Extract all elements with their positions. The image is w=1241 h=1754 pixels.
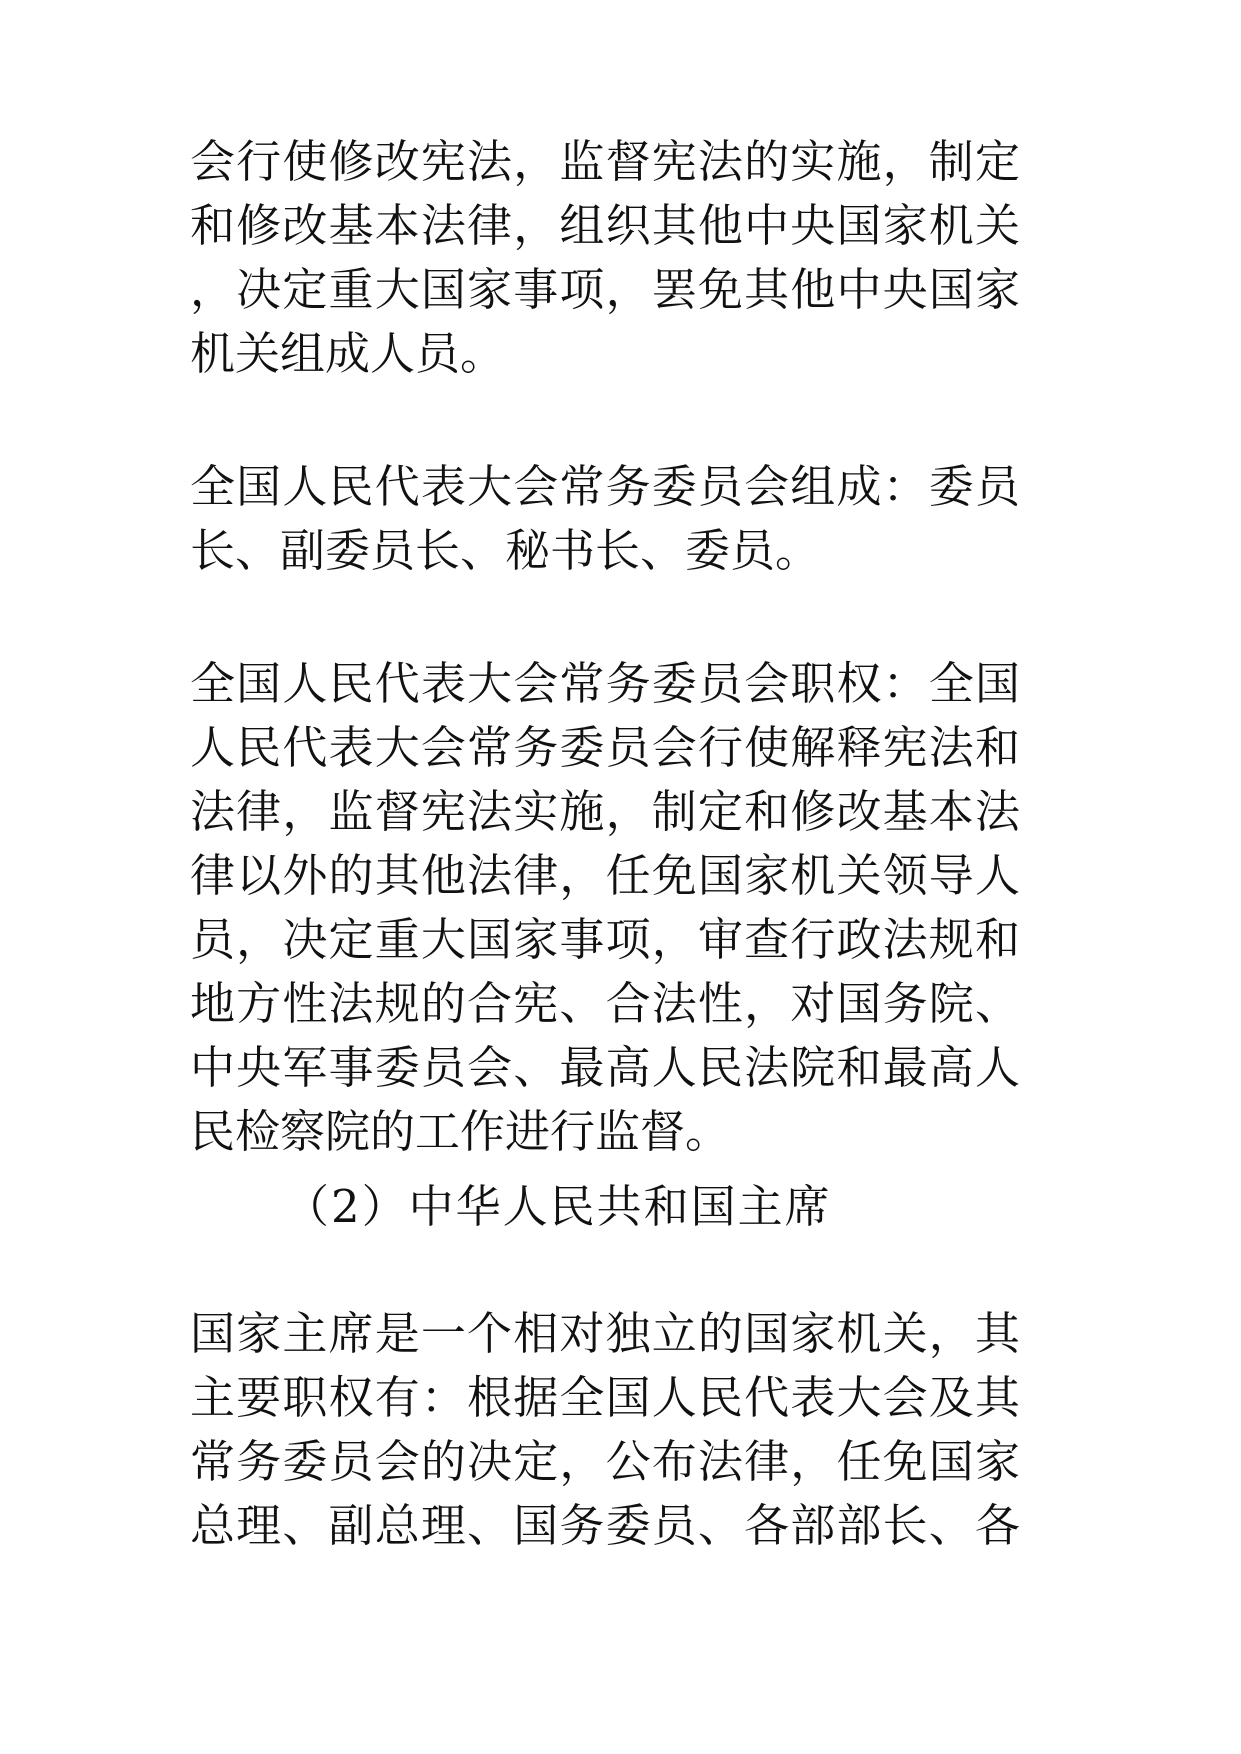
text-line: 人民代表大会常务委员会行使解释宪法和 bbox=[190, 721, 1020, 774]
text-line: 长、副委员长、秘书长、委员。 bbox=[190, 524, 821, 577]
text-line: 律以外的其他法律，任免国家机关领导人 bbox=[190, 849, 1020, 902]
text-line: 主要职权有：根据全国人民代表大会及其 bbox=[190, 1371, 1020, 1424]
text-line: 全国人民代表大会常务委员会组成：委员 bbox=[190, 460, 1020, 513]
text-line: 法律，监督宪法实施，制定和修改基本法 bbox=[190, 785, 1020, 838]
text-line: 民检察院的工作进行监督。 bbox=[190, 1105, 731, 1158]
text-line: 总理、副总理、国务委员、各部部长、各 bbox=[190, 1499, 1020, 1552]
text-line: 全国人民代表大会常务委员会职权：全国 bbox=[190, 657, 1020, 710]
text-line: 国家主席是一个相对独立的国家机关，其 bbox=[190, 1307, 1020, 1360]
text-line: 机关组成人员。 bbox=[190, 327, 506, 380]
text-line: 会行使修改宪法，监督宪法的实施，制定 bbox=[190, 135, 1020, 188]
section-heading: （2）中华人民共和国主席 bbox=[284, 1180, 832, 1233]
text-line: 中央军事委员会、最高人民法院和最高人 bbox=[190, 1041, 1020, 1094]
text-line: 员，决定重大国家事项，审查行政法规和 bbox=[190, 913, 1020, 966]
text-line: 和修改基本法律，组织其他中央国家机关 bbox=[190, 199, 1020, 252]
text-line: 常务委员会的决定，公布法律，任免国家 bbox=[190, 1435, 1020, 1488]
text-line: 地方性法规的合宪、合法性，对国务院、 bbox=[190, 977, 1020, 1030]
text-line: ，决定重大国家事项，罢免其他中央国家 bbox=[190, 263, 1020, 316]
